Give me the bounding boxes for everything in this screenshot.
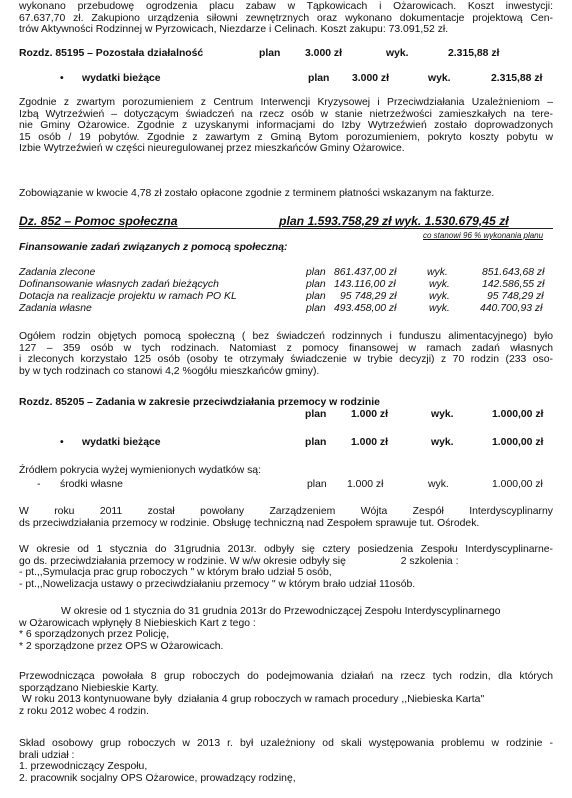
wyk-label: wyk. xyxy=(429,291,450,302)
plan-label: plan xyxy=(308,73,330,84)
wyk-label: wyk. xyxy=(428,73,451,84)
text-line: i zleconych korzystało 125 osób (osoby te otrzymały świadczenie w trybie decyzji) z 70 rodzin (233 oso- xyxy=(19,354,553,365)
text-line: * 2 sporządzone przez OPS w Ożarowicach. xyxy=(19,640,224,652)
row-label: Dofinansowanie własnych zadań bieżących xyxy=(19,279,219,290)
plan-value: 95 748,29 zł xyxy=(340,291,397,302)
text-line: go ds. przeciwdziałania przemocy w rodzinie. W w/w okresie odbyły się 2 szkolenia : xyxy=(19,555,459,567)
source-heading: Źródłem pokrycia wyżej wymienionych wydatków są: xyxy=(19,465,261,476)
wyk-label: wyk. xyxy=(428,479,449,490)
wyk-value: 1.000,00 zł xyxy=(492,479,543,490)
plan-label: plan xyxy=(306,291,326,302)
plan-value: 493.458,00 zł xyxy=(334,303,397,314)
plan-label: plan xyxy=(306,279,326,290)
text-line: Izbie Wytrzeźwień w części nieuregulowanej przez mieszkańców Gminy Ożarowice. xyxy=(19,143,405,154)
divider xyxy=(19,228,553,229)
section-85195-title: Rozdz. 85195 – Pozostała działalność xyxy=(19,48,204,59)
execution-note: co stanowi 96 % wykonania planu xyxy=(423,231,544,240)
paragraph xyxy=(19,331,553,377)
wyk-label: wyk. xyxy=(429,303,450,314)
source-label: środki własne xyxy=(60,479,123,490)
paragraph xyxy=(19,738,553,784)
text-line: z roku 2012 wobec 4 rodzin. xyxy=(19,705,149,717)
text-line: W roku 2013 kontynuowane były działania 4 grup roboczych w ramach procedury ,,Niebieska Karta" xyxy=(19,694,485,705)
plan-value: 143.116,00 zł xyxy=(334,279,396,290)
text-line: Skład osobowy grup roboczych w 2013 r. był uzależniony od skali występowania problemu w rodzinie - xyxy=(19,738,553,749)
text-line: 2. pracownik socjalny OPS Ożarowice, prowadzący rodzinę, xyxy=(19,772,296,784)
text-line: W roku 2011 został powołany Zarządzeniem Wójta Zespół Interdyscyplinarny xyxy=(19,506,553,517)
text-line: wykonano przebudowę ogrodzenia placu zabaw w Tąpkowicach i Ożarowicach. Koszt inwestycji: xyxy=(19,1,553,12)
wyk-value: 440.700,93 zł xyxy=(480,303,543,314)
text-line: brali udział : xyxy=(19,749,75,761)
bullet-icon: • xyxy=(60,437,64,448)
paragraph xyxy=(19,506,553,529)
wyk-value: 2.315,88 zł xyxy=(491,73,543,84)
wyk-label: wyk. xyxy=(431,409,454,420)
text-line: W okresie od 1 stycznia do 31 grudnia 2013r do Przewodniczącej Zespołu Interdyscyplinarnego xyxy=(61,606,501,617)
sub-label: wydatki bieżące xyxy=(82,73,161,84)
text-line: trów Aktywności Rodzinnej w Pyrzowicach, Niezdarze i Celinach. Koszt zakupu: 73.091,52 zł. xyxy=(19,24,449,35)
financing-heading: Finansowanie zadań związanych z pomocą społeczną: xyxy=(19,242,288,253)
wyk-label: wyk. xyxy=(386,48,409,59)
text-line: Przewodnicząca powołała 8 grup roboczych do podejmowania działań na rzecz tych rodzin, dla których xyxy=(19,671,553,682)
dash: - xyxy=(37,479,41,490)
text-line: - pt.,,Nowelizacja ustawy o przeciwdziałaniu przemocy " w którym brało udział 11osób. xyxy=(19,578,416,590)
plan-value: 1.000 zł xyxy=(351,409,388,420)
wyk-value: 2.315,88 zł xyxy=(448,48,500,59)
wyk-value: 851.643,68 zł xyxy=(482,267,545,278)
text-line: nie Gminy Ożarowice. Zgodnie z uzyskanymi informacjami do Izby Wytrzeźwień zostało doprowadzonych xyxy=(19,120,553,131)
wyk-label: wyk. xyxy=(427,267,448,278)
plan-value: 3.000 zł xyxy=(352,73,389,84)
wyk-label: wyk. xyxy=(431,437,454,448)
plan-value: 1.000 zł xyxy=(347,479,384,490)
text-line: ds przeciwdziałania przemocy w rodzinie. Obsługę techniczną nad Zespołem sprawuje tut. Ośrodek. xyxy=(19,517,480,529)
plan-value: 1.000 zł xyxy=(351,437,388,448)
text-line: 15 osób / 19 pobytów. Zgodnie z zawartym z Gminą Bytom porozumieniem, pokryto koszty pobytu w xyxy=(19,131,553,143)
paragraph: Zobowiązanie w kwocie 4,78 zł zostało opłacone zgodnie z terminem płatności wskazanym na fakturze. xyxy=(19,188,495,199)
row-label: Zadania własne xyxy=(19,303,92,314)
plan-label: plan xyxy=(306,267,326,278)
row-label: Zadania zlecone xyxy=(19,267,96,278)
paragraph xyxy=(19,671,553,717)
bullet-icon: • xyxy=(60,73,64,84)
paragraph xyxy=(19,606,553,652)
text-line: Zgodnie z zwartym porozumieniem z Centrum Interwencji Kryzysowej i Przeciwdziałania Uzależnieniom – xyxy=(19,97,553,108)
plan-value: 861.437,00 zł xyxy=(334,267,397,278)
plan-label: plan xyxy=(306,303,326,314)
paragraph xyxy=(19,544,553,590)
text-line: W okresie od 1 stycznia do 31grudnia 2013r. odbyły się cztery posiedzenia Zespołu Interdyscyplinarne- xyxy=(19,544,553,555)
wyk-value: 95 748,29 zł xyxy=(487,291,544,302)
plan-label: plan xyxy=(259,48,281,59)
wyk-label: wyk. xyxy=(429,279,450,290)
section-852-plan-wyk: plan 1.593.758,29 zł wyk. 1.530.679,45 zł xyxy=(279,214,509,228)
text-line: sporządzano Niebieskie Karty. xyxy=(19,682,159,694)
text-line: * 6 sporządzonych przez Policję, xyxy=(19,629,170,640)
plan-label: plan xyxy=(305,437,327,448)
text-line: by w tych rodzinach co stanowi 4,2 %ogółu mieszkańców gminy). xyxy=(19,365,320,377)
text-line: Izbą Wytrzeźwień – dotyczącym świadczeń na rzecz osób w stanie nietrzeźwości zamieszkałych na tere- xyxy=(19,108,553,120)
text-line: w Ożarowicach wpłynęły 8 Niebieskich Kart z tego : xyxy=(19,617,256,629)
plan-label: plan xyxy=(305,409,327,420)
text-line: - pt.,,Symulacja prac grup roboczych " w którym brało udział 5 osób, xyxy=(19,567,332,578)
intro-paragraph xyxy=(19,1,553,36)
text-line: Ogółem rodzin objętych pomocą społeczną ( bez świadczeń rodzinnych i funduszu alimentacyjnego) było xyxy=(19,331,553,342)
paragraph xyxy=(19,97,553,155)
sub-label: wydatki bieżące xyxy=(82,437,161,448)
text-line: 127 – 359 osób w tych rodzinach. Natomiast z pomocy finansowej w ramach zadań własnych xyxy=(19,342,553,354)
section-85205-title: Rozdz. 85205 – Zadania w zakresie przeciwdziałania przemocy w rodzinie xyxy=(19,397,380,408)
wyk-value: 1.000,00 zł xyxy=(492,437,544,448)
plan-label: plan xyxy=(307,479,327,490)
row-label: Dotacja na realizacje projektu w ramach PO KL xyxy=(19,291,237,302)
section-852-title: Dz. 852 – Pomoc społeczna xyxy=(19,214,178,228)
text-line: 67.637,70 zł. Zakupiono urządzenia siłowni zewnętrznych oraz wykonano dokumentacje projektową Cen- xyxy=(19,12,553,24)
wyk-value: 1.000,00 zł xyxy=(492,409,544,420)
plan-value: 3.000 zł xyxy=(305,48,342,59)
text-line: 1. przewodniczący Zespołu, xyxy=(19,761,148,772)
wyk-value: 142.586,55 zł xyxy=(482,279,545,290)
